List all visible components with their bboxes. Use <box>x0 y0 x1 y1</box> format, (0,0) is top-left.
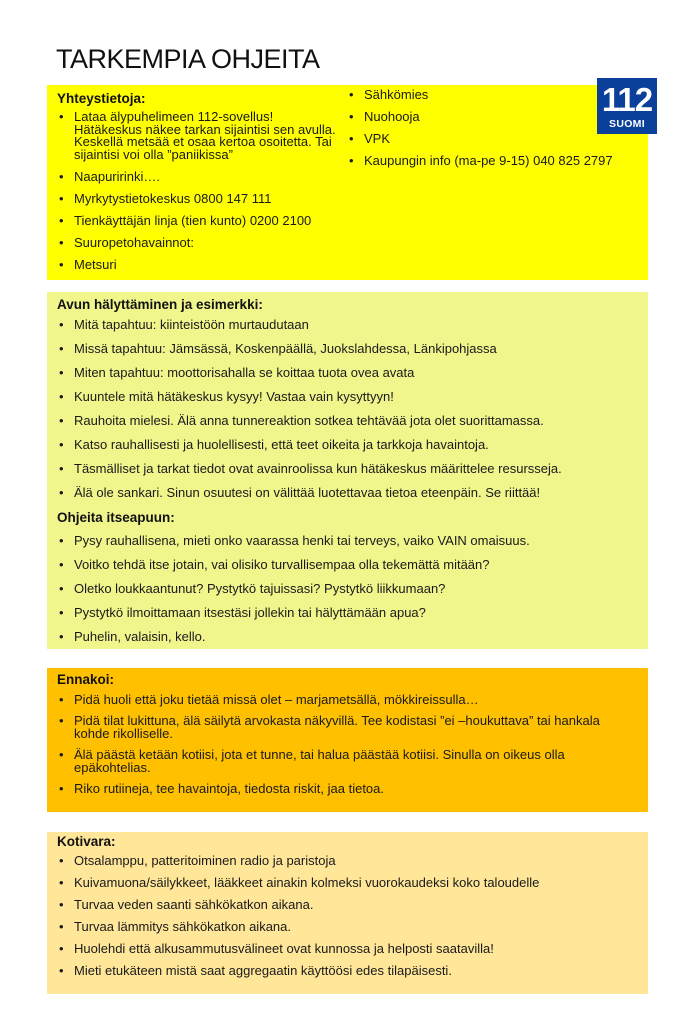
list-item: • Turvaa lämmitys sähkökatkon aikana. <box>57 920 642 934</box>
anticipate-heading: Ennakoi: <box>57 672 115 687</box>
contacts-heading: Yhteystietoja: <box>57 91 146 106</box>
list-item: • Metsuri <box>57 258 342 272</box>
list-item: • Nuohooja <box>347 110 647 124</box>
list-item: • Miten tapahtuu: moottorisahalla se koittaa tuota ovea avata <box>57 366 642 380</box>
selfhelp-list <box>57 534 642 644</box>
list-item: • Kuivamuona/säilykkeet, lääkkeet ainakin kolmeksi vuorokaudeksi koko taloudelle <box>57 876 642 890</box>
list-item: • Suuropetohavainnot: <box>57 236 342 250</box>
contacts-left-list <box>57 111 342 272</box>
list-item: • Mitä tapahtuu: kiinteistöön murtaudutaan <box>57 318 642 332</box>
list-item: • Voitko tehdä itse jotain, vai olisiko turvallisempaa olla tekemättä mitään? <box>57 558 642 572</box>
list-item: • Sähkömies <box>347 88 647 102</box>
selfhelp-heading: Ohjeita itseapuun: <box>57 510 175 525</box>
list-item: • Pystytkö ilmoittamaan itsestäsi jollekin tai hälyttämään apua? <box>57 606 642 620</box>
logo-country: SUOMI <box>609 118 645 130</box>
logo-number: 112 <box>601 81 653 118</box>
list-item: • Rauhoita mielesi. Älä anna tunnereaktion sotkea tehtävää jota olet suorittamassa. <box>57 414 642 428</box>
emergency-112-logo <box>597 78 657 134</box>
list-item: • Pysy rauhallisena, mieti onko vaarassa henki tai terveys, vaiko VAIN omaisuus. <box>57 534 642 548</box>
contacts-section <box>47 85 648 280</box>
anticipate-section <box>47 668 648 812</box>
anticipate-list <box>57 693 637 795</box>
list-item: • Lataa älypuhelimeen 112-sovellus! Hätäkeskus näkee tarkan sijaintisi sen avulla. Keskellä metsää et osaa kertoa osoitetta. Tai sijaintisi voi olla ”paniikissa” <box>57 111 342 161</box>
list-item: • Pidä huoli että joku tietää missä olet – marjametsällä, mökkireissulla… <box>57 693 637 706</box>
list-item: • Otsalamppu, patteritoiminen radio ja paristoja <box>57 854 642 868</box>
list-item: • Pidä tilat lukittuna, älä säilytä arvokasta näkyvillä. Tee kodistasi ”ei –houkuttava” tai hankala kohde rikolliselle. <box>57 714 637 740</box>
list-item: • Tienkäyttäjän linja (tien kunto) 0200 2100 <box>57 214 342 228</box>
page-title: TARKEMPIA OHJEITA <box>56 44 320 74</box>
list-item: • Älä päästä ketään kotiisi, jota et tunne, tai halua päästää kotiisi. Sinulla on oikeus olla epäkohtelias. <box>57 748 637 774</box>
alarm-heading: Avun hälyttäminen ja esimerkki: <box>57 297 263 312</box>
list-item: • Älä ole sankari. Sinun osuutesi on välittää luotettavaa tietoa eteenpäin. Se riittää! <box>57 486 642 500</box>
list-item: • Oletko loukkaantunut? Pystytkö tajuissasi? Pystytkö liikkumaan? <box>57 582 642 596</box>
list-item: • Katso rauhallisesti ja huolellisesti, että teet oikeita ja tarkkoja havaintoja. <box>57 438 642 452</box>
list-item: • Naapuririnki…. <box>57 170 342 184</box>
alarm-section <box>47 292 648 649</box>
list-item: • Täsmälliset ja tarkat tiedot ovat avainroolissa kun hätäkeskus määrittelee resursseja. <box>57 462 642 476</box>
list-item: • Puhelin, valaisin, kello. <box>57 630 642 644</box>
list-item: • Riko rutiineja, tee havaintoja, tiedosta riskit, jaa tietoa. <box>57 782 637 795</box>
reserve-heading: Kotivara: <box>57 834 116 849</box>
list-item: • Myrkytystietokeskus 0800 147 111 <box>57 192 342 206</box>
alarm-list <box>57 318 642 500</box>
reserve-list <box>57 854 642 978</box>
list-item: • Missä tapahtuu: Jämsässä, Koskenpäällä, Juokslahdessa, Länkipohjassa <box>57 342 642 356</box>
list-item: • Mieti etukäteen mistä saat aggregaatin käyttöösi edes tilapäisesti. <box>57 964 642 978</box>
list-item: • Kaupungin info (ma-pe 9-15) 040 825 2797 <box>347 154 647 168</box>
list-item: • Turvaa veden saanti sähkökatkon aikana. <box>57 898 642 912</box>
list-item: • Huolehdi että alkusammutusvälineet ovat kunnossa ja helposti saatavilla! <box>57 942 642 956</box>
list-item: • Kuuntele mitä hätäkeskus kysyy! Vastaa vain kysyttyyn! <box>57 390 642 404</box>
list-item: • VPK <box>347 132 647 146</box>
reserve-section <box>47 832 648 994</box>
